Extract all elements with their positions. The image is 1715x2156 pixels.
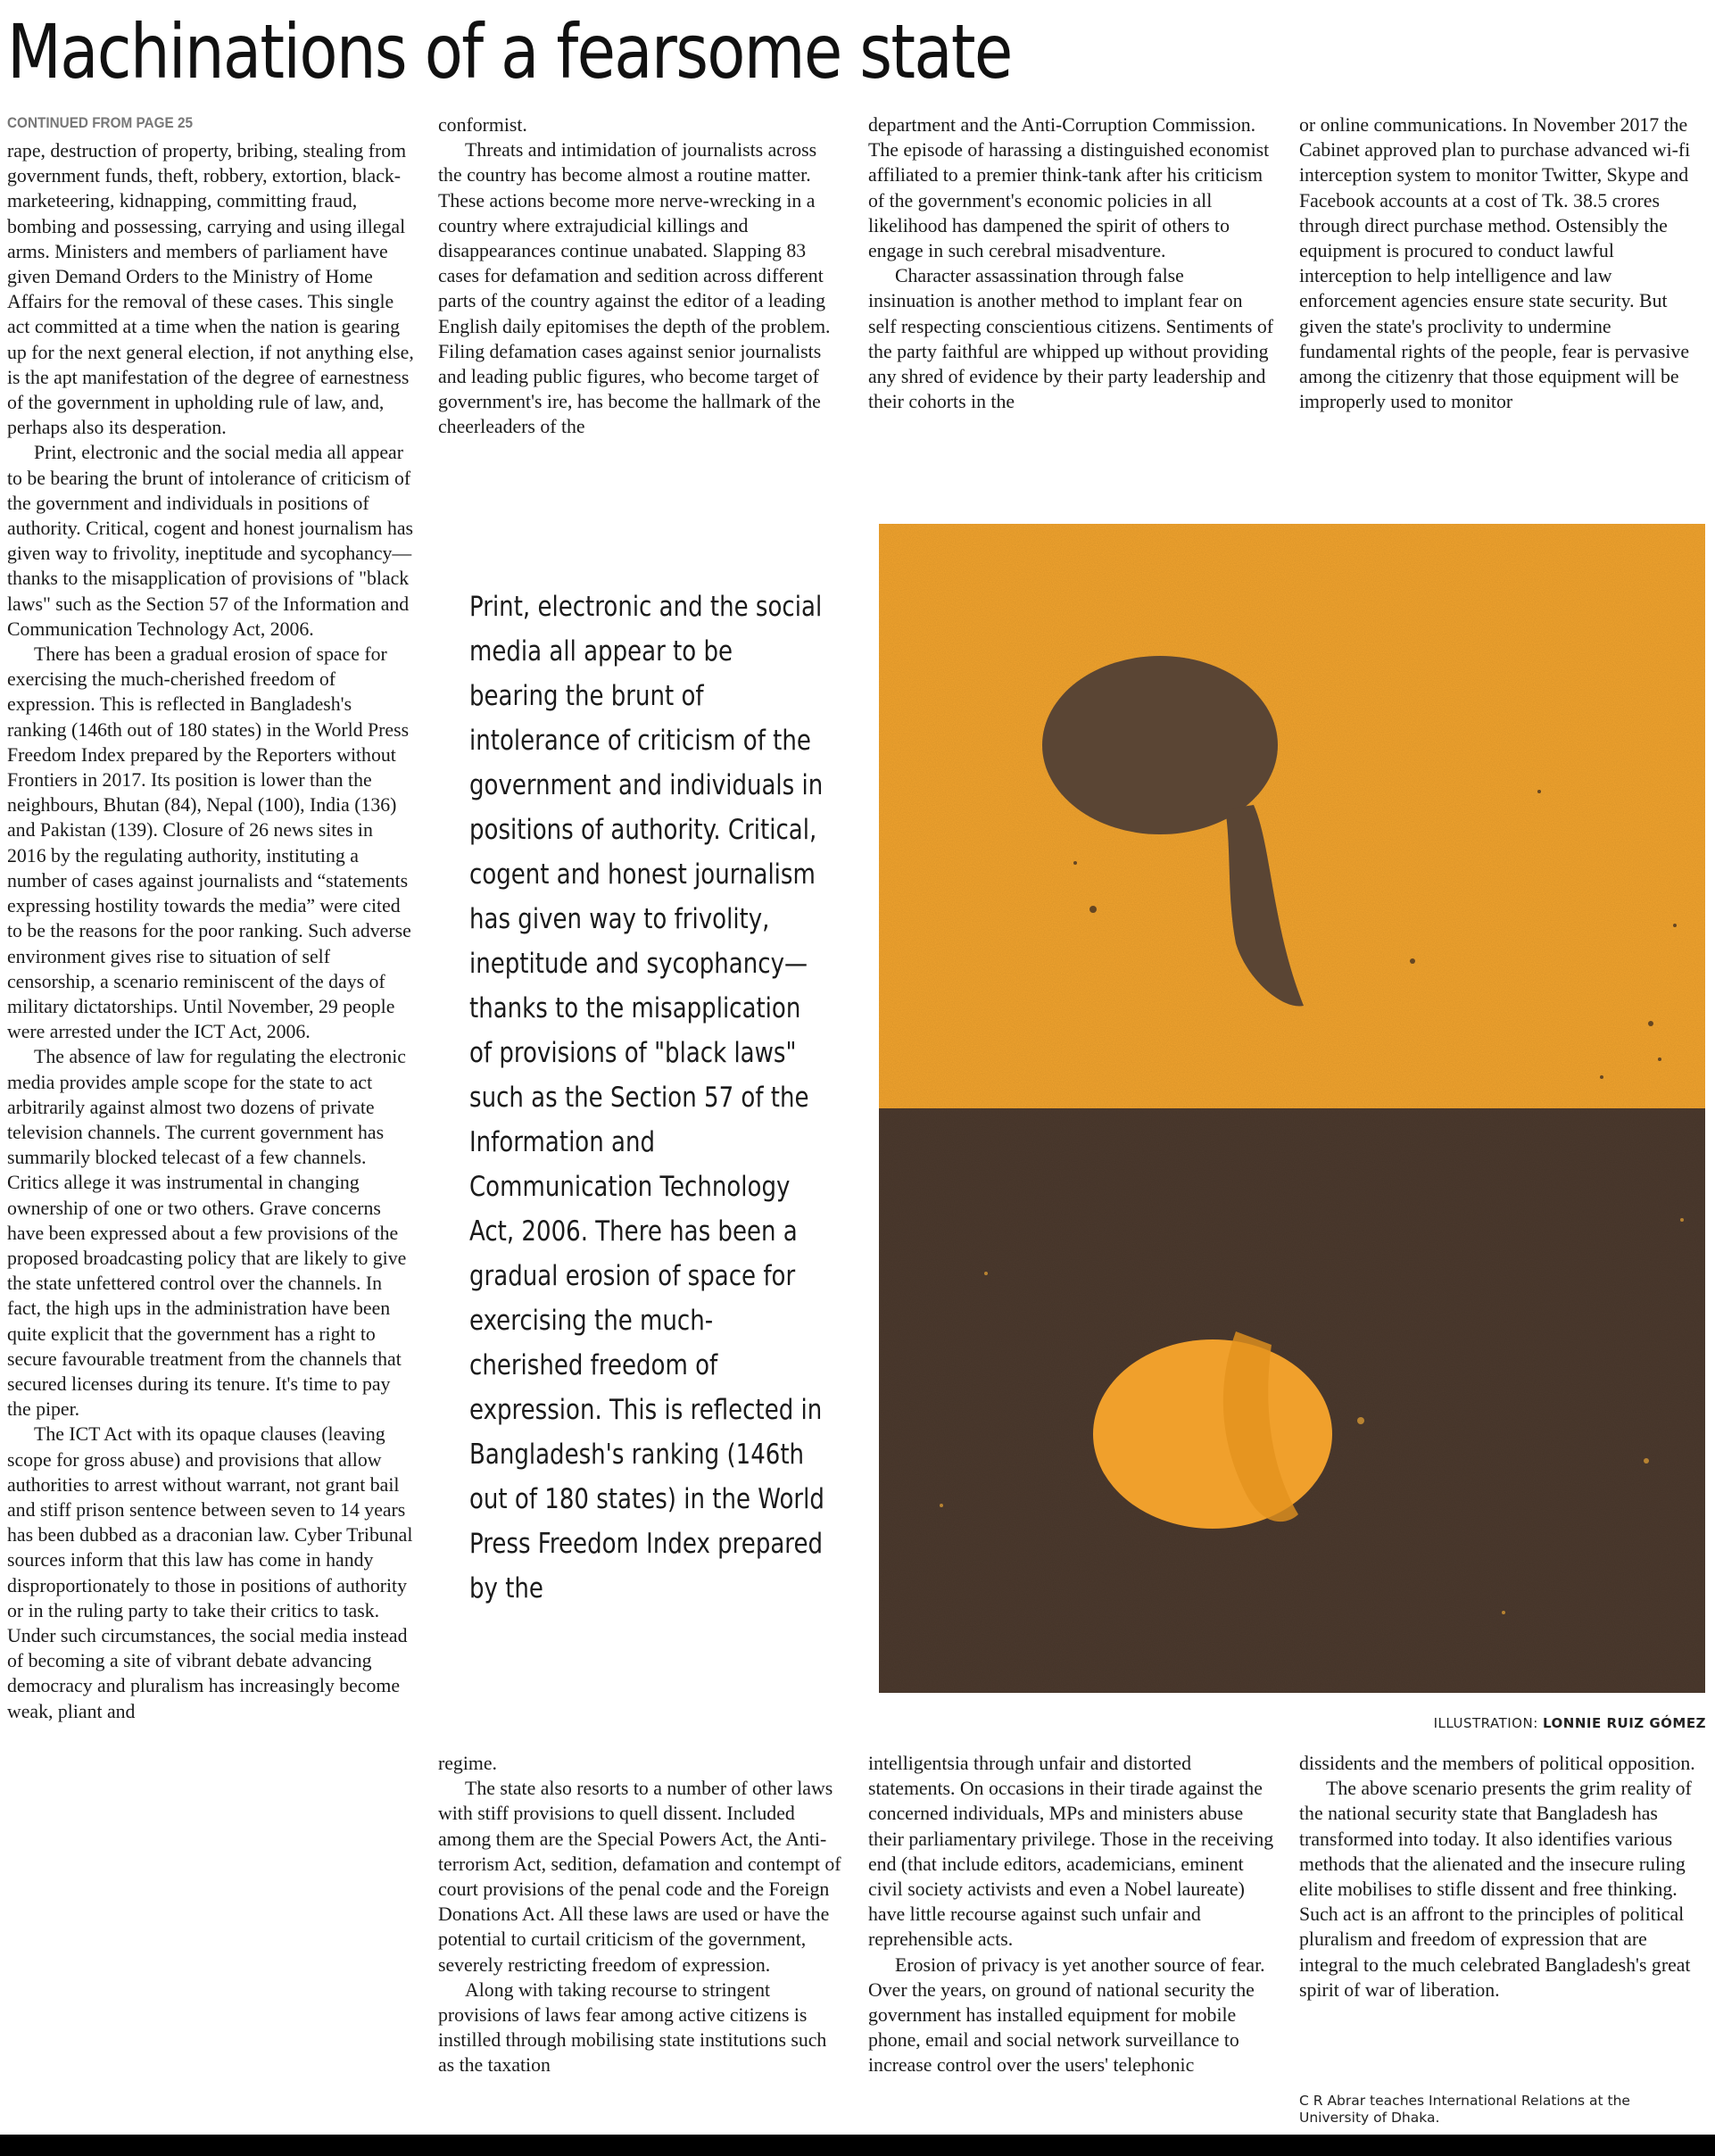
paragraph: or online communications. In November 2017 the Cabinet approved plan to purchase advanced wi-fi interception system to monitor Twitter, Skype and Facebook accounts at a cost of Tk. 38.5 crores through direct purchase method. Ostensibly the equipment is procured to conduct lawful interception to help intelligence and law enforcement agencies ensure state security. But given the state's proclivity to undermine fundamental rights of the people, fear is pervasive among the citizenry that those equipment will be improperly used to monitor (1299, 114, 1691, 413)
credit-name: LONNIE RUIZ GÓMEZ (1543, 1715, 1706, 1731)
paragraph: department and the Anti-Corruption Commission. The episode of harassing a distinguished economist affiliated to a premier think-tank after his criticism of the government's economic policies in all likelihood has dampened the spirit of others to engage in such cerebral misadventure. (868, 114, 1270, 262)
article-column-2-bottom (438, 1751, 844, 2131)
headline: Machinations of a fearsome state (7, 8, 1012, 95)
paragraph: intelligentsia through unfair and distorted statements. On occasions in their tirade against the concerned individuals, MPs and ministers abuse their parliamentary privilege. Those in the receiving end (that include editors, academicians, eminent civil society activists and even a Nobel laureate) have little recourse against such unfair and reprehensible acts. (868, 1753, 1274, 1951)
illustration-credit (1434, 1715, 1706, 1731)
article-column-4-bottom (1299, 1751, 1710, 2054)
paragraph: The ICT Act with its opaque clauses (leaving scope for gross abuse) and provisions that allow authorities to arrest without warrant, not grant bail and stiff prison sentence between seven to 14 years has been dubbed as a draconian law. Cyber Tribunal sources inform that this law has come in handy disproportionately to those in positions of authority or in the ruling party to take their critics to task. Under such circumstances, the social media instead of becoming a site of vibrant debate advancing democracy and pluralism has increasingly become weak, pliant and (7, 1423, 413, 1722)
credit-label: ILLUSTRATION: (1433, 1715, 1538, 1731)
paragraph: Along with taking recourse to stringent provisions of laws fear among active citizens is instilled through mobilising state institutions such as the taxation (438, 1978, 827, 2077)
paragraph: rape, destruction of property, bribing, stealing from government funds, theft, robbery, extortion, black-marketeering, kidnapping, committing fraud, bombing and possessing, carrying and using illegal arms. Ministers and members of parliament have given Demand Orders to the Ministry of Home Affairs for the removal of these cases. This single act committed at a time when the nation is gearing up for the next general election, if not anything else, is the apt manifestation of the degree of earnestness of the government in upholding rule of law, and, perhaps also its desperation. (7, 140, 414, 439)
paragraph: Print, electronic and the social media all appear to be bearing the brunt of intolerance of criticism of the government and individuals in positions of authority. Critical, cogent and honest journalism has given way to frivolity, ineptitude and sycophancy—thanks to the misapplication of provisions of "black laws" such as the Section 57 of the Information and Communication Technology Act, 2006. (7, 442, 414, 640)
paragraph: Erosion of privacy is yet another source of fear. Over the years, on ground of national security the government has installed equipment for mobile phone, email and social network surveillance to increase control over the users' telephonic (868, 1953, 1265, 2077)
article-column-3-bottom (868, 1751, 1274, 2131)
article-column-1 (7, 138, 414, 2130)
paragraph: The above scenario presents the grim reality of the national security state that Bangladesh has transformed into today. It also identifies various methods that the alienated and the insecure ruling elite mobilises to stifle dissent and free thinking. Such act is an affront to the principles of political pluralism and freedom of expression that are integral to the much celebrated Bangladesh's great spirit of war of liberation. (1299, 1778, 1692, 2001)
paragraph: The state also resorts to a number of other laws with stiff provisions to quell dissent. Included among them are the Special Powers Act, the Anti-terrorism Act, sedition, defamation and contempt of court provisions of the penal code and the Foreign Donations Act. All these laws are used or have the potential to curtail criticism of the government, severely restricting freedom of expression. (438, 1778, 841, 1976)
illustration-svg (879, 524, 1705, 1693)
pull-quote: Print, electronic and the social media all appear to be bearing the brunt of intolerance of criticism of the government and individuals in positions of authority. Critical, cogent and honest journalism has given way to frivolity, ineptitude and sycophancy—thanks to the misapplication of provisions of "black laws" such as the Section 57 of the Information and Communication Technology Act, 2006. There has been a gradual erosion of space for exercising the much-cherished freedom of expression. This is reflected in Bangladesh's ranking (146th out of 180 states) in the World Press Freedom Index prepared by the (469, 591, 824, 1605)
speech-bubble-illustration (879, 524, 1705, 1693)
footer-bar (0, 2135, 1715, 2156)
paragraph: regime. (438, 1753, 497, 1774)
paragraph: Character assassination through false insinuation is another method to implant fear on self respecting conscientious citizens. Sentiments of the party faithful are whipped up without providing any shred of evidence by their party leadership and their cohorts in the (868, 265, 1273, 413)
article-column-2-top (438, 112, 844, 487)
author-byline: C R Abrar teaches International Relations at the University of Dhaka. (1299, 2093, 1630, 2126)
article-column-4-top (1299, 112, 1710, 487)
paragraph: conformist. (438, 114, 527, 136)
article-column-3-top (868, 112, 1274, 487)
paragraph: dissidents and the members of political opposition. (1299, 1753, 1695, 1774)
paragraph: The absence of law for regulating the electronic media provides ample scope for the state to act arbitrarily against almost two dozens of private television channels. The current government has summarily blocked telecast of a few channels. Critics allege it was instrumental in changing ownership of one or two others. Grave concerns have been expressed about a few provisions of the proposed broadcasting policy that are likely to give the state unfettered control over the channels. In fact, the high ups in the administration have been quite explicit that the government has a right to secure favourable treatment from the channels that secured licenses during its tenure. It's time to pay the piper. (7, 1046, 407, 1421)
paragraph: Threats and intimidation of journalists across the country has become almost a routine matter. These actions become more nerve-wrecking in a country where extrajudicial killings and disappearances continue unabated. Slapping 83 cases for defamation and sedition across different parts of the country against the editor of a leading English daily epitomises the depth of the problem. Filing defamation cases against senior journalists and leading public figures, who become target of government's ire, has become the hallmark of the cheerleaders of the (438, 139, 831, 438)
continued-label: CONTINUED FROM PAGE 25 (7, 114, 193, 131)
paragraph: There has been a gradual erosion of space for exercising the much-cherished freedom of expression. This is reflected in Bangladesh's ranking (146th out of 180 states) in the World Press Freedom Index prepared by the Reporters without Frontiers in 2017. Its position is lower than the neighbours, Bhutan (84), Nepal (100), India (136) and Pakistan (139). Closure of 26 news sites in 2016 by the regulating authority, instituting a number of cases against journalists and “statements expressing hostility towards the media” were cited to be the reasons for the poor ranking. Such adverse environment gives rise to situation of self censorship, a scenario reminiscent of the days of military dictatorships. Until November, 29 people were arrested under the ICT Act, 2006. (7, 643, 411, 1043)
